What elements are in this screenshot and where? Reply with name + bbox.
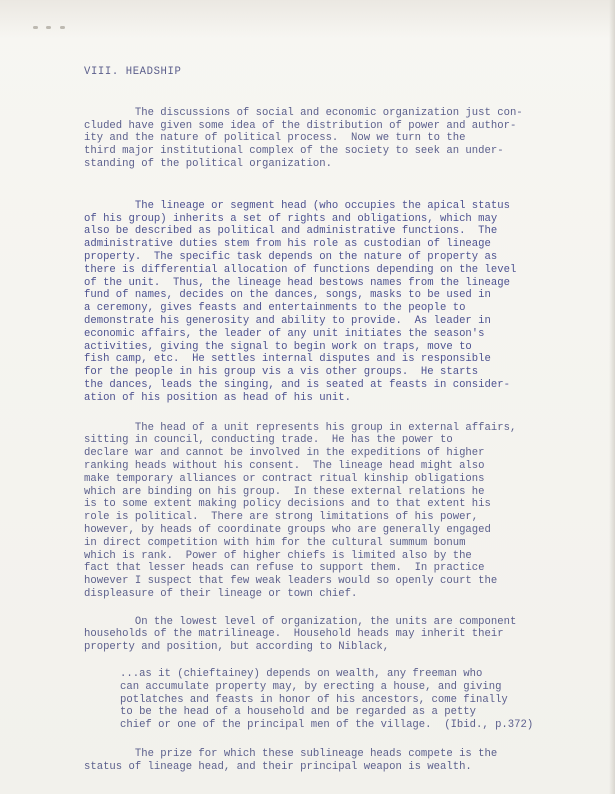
text-line: administrative duties stem from his role as custodian of lineage [84,238,491,251]
text-line: activities, giving the signal to begin work on traps, move to [84,340,472,353]
text-line: which are binding on his group. In these external relations he [84,485,485,498]
text-line: property and position, but according to Niblack, [84,641,390,654]
text-line: ity and the nature of political process. Now we turn to the [84,132,466,145]
text-line: sitting in council, conducting trade. He has the power to [84,434,453,447]
text-line: make temporary alliances or contract ritual kinship obligations [84,472,485,485]
text-line: households of the matrilineage. Household heads may inherit their [84,628,504,641]
text-line: in direct competition with him for the cultural summum bonum [84,536,466,549]
paragraph-external-affairs [84,422,562,601]
text-line: ranking heads without his consent. The lineage head might also [84,459,485,472]
text-line: ation of his position as head of his unit. [84,391,352,404]
staple-mark [60,26,65,29]
text-line: cluded have given some idea of the distribution of power and author- [84,119,517,132]
text-line: a ceremony, gives feasts and entertainments to the people to [84,302,466,315]
text-line: property. The specific task depends on the nature of property as [84,250,498,263]
page-right-edge [609,0,615,794]
text-line: standing of the political organization. [84,157,332,170]
text-line: economic affairs, the leader of any unit initiates the season's [84,327,485,340]
text-line: status of lineage head, and their principal weapon is wealth. [84,760,472,773]
staple-mark [46,26,51,29]
quote-line: to be the head of a household and be regarded as a petty [120,706,477,719]
paragraph-lineage-head [84,200,562,405]
text-line: fish camp, etc. He settles internal disputes and is responsible [84,353,491,366]
text-line: of the unit. Thus, the lineage head bestows names from the lineage [84,276,510,289]
text-line: The discussions of social and economic organization just con- [84,106,523,119]
text-line: third major institutional complex of the society to seek an under- [84,145,504,158]
page-top-shadow [0,0,615,38]
quote-line: ...as it (chieftainey) depends on wealth, any freeman who [120,668,483,681]
text-line: The head of a unit represents his group in external affairs, [84,421,517,434]
text-line: The prize for which these sublineage heads compete is the [84,748,498,761]
text-line: The lineage or segment head (who occupies the apical status [84,199,510,212]
section-heading: VIII. HEADSHIP [84,66,182,78]
staple-mark [33,26,38,29]
text-line: demonstrate his generosity and ability to provide. As leader in [84,314,491,327]
text-line: also be described as political and administrative functions. The [84,225,498,238]
quote-line: potlatches and feasts in honor of his ancestors, come finally [120,693,508,706]
text-line: displeasure of their lineage or town chief. [84,587,358,600]
text-line: the dances, leads the singing, and is seated at feasts in consider- [84,378,510,391]
paragraph-closing [84,748,562,774]
quote-line: can accumulate property may, by erecting a house, and giving [120,680,502,693]
text-line: which is rank. Power of higher chiefs is limited also by the [84,549,472,562]
paragraph-introduction [84,107,562,171]
text-line: fact that lesser heads can refuse to support them. In practice [84,562,485,575]
text-line: is to some extent making policy decisions and to that extent his [84,498,491,511]
text-line: fund of names, decides on the dances, songs, masks to be used in [84,289,491,302]
text-line: for the people in his group vis a vis other groups. He starts [84,366,479,379]
text-line: however I suspect that few weak leaders would so openly court the [84,575,498,588]
text-line: On the lowest level of organization, the units are component [84,615,517,628]
text-line: of his group) inherits a set of rights and obligations, which may [84,212,498,225]
text-line: there is differential allocation of functions depending on the level [84,263,517,276]
text-line: role is political. There are strong limitations of his power, [84,511,479,524]
text-line: declare war and cannot be involved in the expeditions of higher [84,447,485,460]
block-quote-niblack [120,668,562,732]
quote-line: chief or one of the principal men of the village. (Ibid., p.372) [120,719,534,732]
typed-text [84,56,562,774]
paragraph-households [84,616,562,654]
text-line: however, by heads of coordinate groups who are generally engaged [84,523,491,536]
